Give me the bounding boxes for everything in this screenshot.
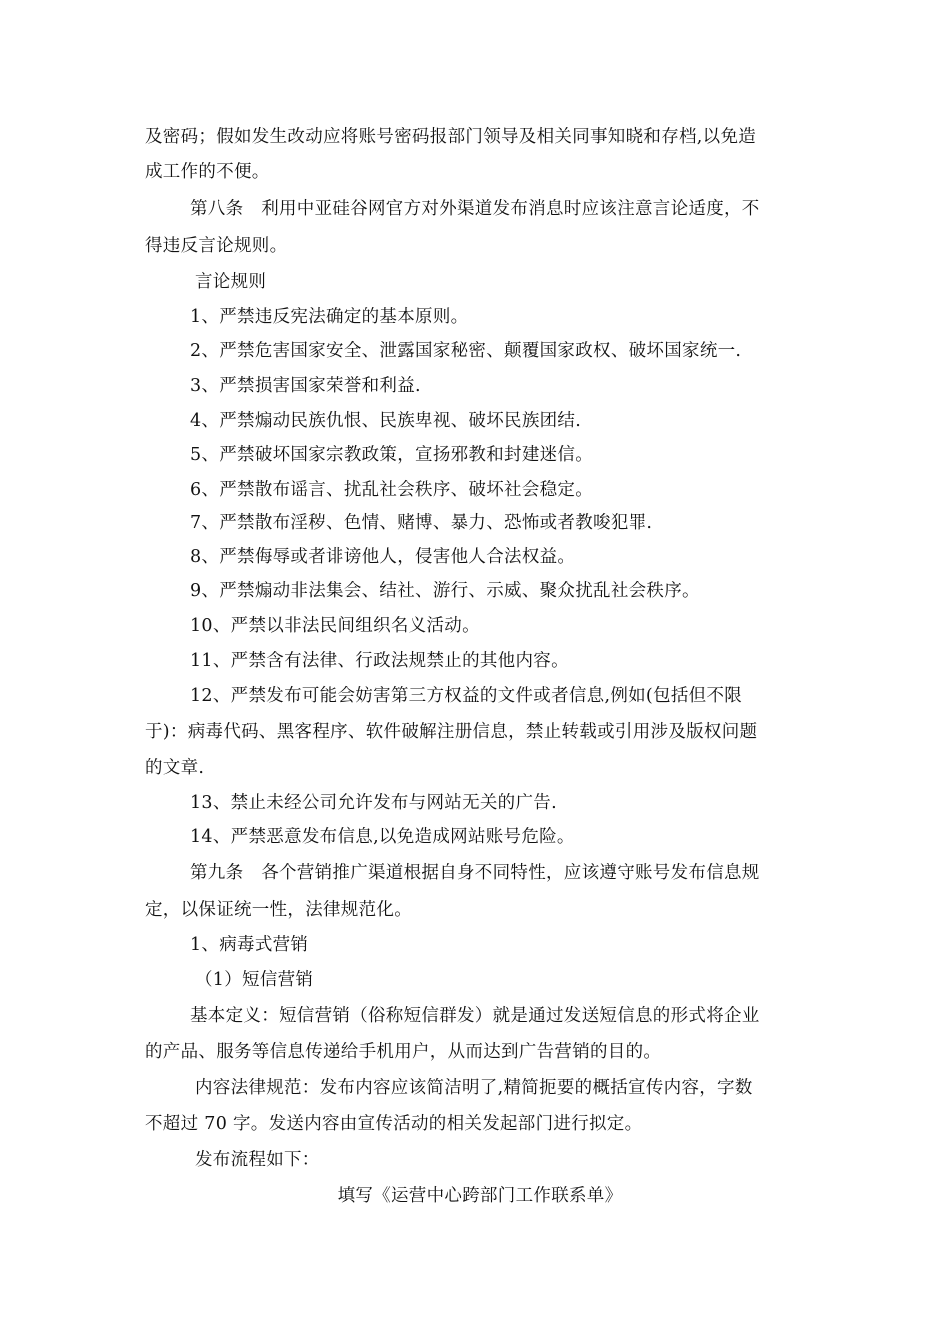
subsection-sms-marketing: （1）短信营销 bbox=[195, 970, 314, 990]
article-8-heading: 第八条 利用中亚硅谷网官方对外渠道发布消息时应该注意言论适度，不 bbox=[190, 199, 760, 219]
rule-13: 13、禁止未经公司允许发布与网站无关的广告. bbox=[190, 793, 557, 813]
rule-12: 12、严禁发布可能会妨害第三方权益的文件或者信息,例如(包括但不限 bbox=[190, 686, 743, 706]
rule-12-cont-2: 的文章. bbox=[145, 758, 205, 778]
rule-9: 9、严禁煽动非法集会、结社、游行、示威、聚众扰乱社会秩序。 bbox=[190, 581, 700, 601]
rule-7: 7、严禁散布淫秽、色情、赌博、暴力、恐怖或者教唆犯罪. bbox=[190, 513, 653, 533]
basic-definition: 基本定义：短信营销（俗称短信群发）就是通过发送短信息的形式将企业 bbox=[190, 1006, 760, 1026]
rule-10: 10、严禁以非法民间组织名义活动。 bbox=[190, 616, 480, 636]
rule-1: 1、严禁违反宪法确定的基本原则。 bbox=[190, 307, 469, 327]
text-line-2: 成工作的不便。 bbox=[145, 162, 270, 182]
rule-11: 11、严禁含有法律、行政法规禁止的其他内容。 bbox=[190, 651, 569, 671]
release-process-heading: 发布流程如下： bbox=[195, 1150, 320, 1170]
basic-definition-cont: 的产品、服务等信息传递给手机用户，从而达到广告营销的目的。 bbox=[145, 1042, 662, 1062]
section-viral-marketing: 1、病毒式营销 bbox=[190, 935, 309, 955]
rule-6: 6、严禁散布谣言、扰乱社会秩序、破坏社会稳定。 bbox=[190, 480, 594, 500]
flow-step-fill-form: 填写《运营中心跨部门工作联系单》 bbox=[337, 1186, 623, 1206]
content-legal-norms: 内容法律规范：发布内容应该简洁明了,精简扼要的概括宣传内容，字数 bbox=[195, 1078, 753, 1098]
rule-8: 8、严禁侮辱或者诽谤他人，侵害他人合法权益。 bbox=[190, 547, 576, 567]
content-legal-norms-cont: 不超过 70 字。发送内容由宣传活动的相关发起部门进行拟定。 bbox=[145, 1114, 643, 1134]
rule-14: 14、严禁恶意发布信息,以免造成网站账号危险。 bbox=[190, 827, 575, 847]
article-9-cont: 定，以保证统一性，法律规范化。 bbox=[145, 900, 412, 920]
text-line-1: 及密码；假如发生改动应将账号密码报部门领导及相关同事知晓和存档,以免造 bbox=[145, 127, 757, 147]
text-line-4: 得违反言论规则。 bbox=[145, 236, 288, 256]
rule-5: 5、严禁破坏国家宗教政策，宣扬邪教和封建迷信。 bbox=[190, 445, 594, 465]
rule-3: 3、严禁损害国家荣誉和利益. bbox=[190, 376, 421, 396]
speech-rules-heading: 言论规则 bbox=[195, 272, 267, 292]
rule-4: 4、严禁煽动民族仇恨、民族卑视、破坏民族团结. bbox=[190, 411, 582, 431]
rule-2: 2、严禁危害国家安全、泄露国家秘密、颠覆国家政权、破坏国家统一. bbox=[190, 341, 742, 361]
article-9-heading: 第九条 各个营销推广渠道根据自身不同特性，应该遵守账号发布信息规 bbox=[190, 863, 760, 883]
rule-12-cont-1: 于)：病毒代码、黑客程序、软件破解注册信息，禁止转载或引用涉及版权问题 bbox=[145, 722, 758, 742]
